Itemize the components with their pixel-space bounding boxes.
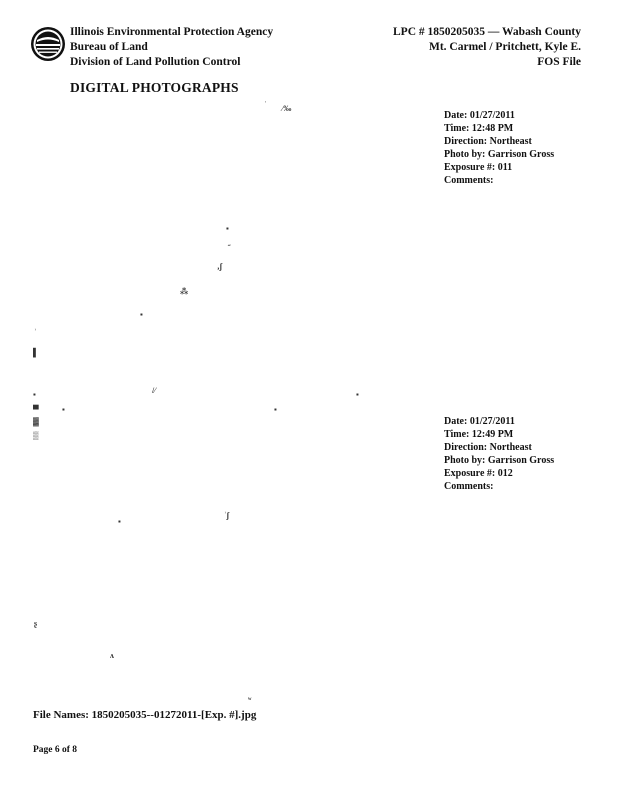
- page-title: DIGITAL PHOTOGRAPHS: [70, 80, 239, 95]
- scan-speck: /⁄: [152, 386, 156, 395]
- scan-speck: ⁂: [180, 287, 189, 296]
- scan-speck: ▪: [33, 390, 36, 399]
- photo-2: [32, 405, 412, 704]
- photo-direction: Direction: Northeast: [444, 442, 532, 453]
- photo-comments: Comments:: [444, 175, 494, 186]
- scan-speck: ▪: [226, 224, 229, 233]
- photo-exposure: Exposure #: 012: [444, 468, 513, 479]
- scan-speck: ‚ʃ: [217, 262, 223, 271]
- scan-speck: ▪: [62, 405, 65, 414]
- scan-speck: ▪: [356, 390, 359, 399]
- file-names: File Names: 1850205035--01272011-[Exp. #].jpg: [33, 709, 257, 721]
- photo-1: [32, 100, 412, 399]
- page-number: Page 6 of 8: [33, 745, 78, 755]
- photo-photographer: Photo by: Garrison Gross: [444, 149, 555, 160]
- lpc-number: LPC # 1850205035 — Wabash County: [393, 26, 581, 38]
- scan-speck: ▀: [33, 405, 39, 414]
- site-header: [393, 25, 581, 70]
- agency-seal-logo: [30, 26, 66, 62]
- scan-speck: ˈ: [264, 100, 267, 109]
- photo-2-details: [444, 415, 554, 493]
- scan-speck: ▓: [33, 417, 39, 426]
- photo-direction: Direction: Northeast: [444, 136, 532, 147]
- scan-speck: ʌ: [110, 651, 114, 660]
- scan-speck: ʂ: [34, 619, 38, 628]
- photo-photographer: Photo by: Garrison Gross: [444, 455, 555, 466]
- scan-speck: ʾʃ: [224, 511, 230, 520]
- scan-speck: ▌: [33, 348, 39, 357]
- photo-date: Date: 01/27/2011: [444, 110, 515, 121]
- scan-speck: ʷ: [248, 695, 252, 704]
- scan-speck: ˒: [34, 324, 37, 333]
- scan-speck: ⁄‰: [282, 104, 292, 113]
- photo-time: Time: 12:48 PM: [444, 123, 514, 134]
- file-type: FOS File: [537, 56, 581, 68]
- scan-speck: ▪: [140, 310, 143, 319]
- site-name: Mt. Carmel / Pritchett, Kyle E.: [429, 41, 581, 53]
- photo-comments: Comments:: [444, 481, 494, 492]
- scan-speck: ▪: [274, 405, 277, 414]
- scan-speck: ▒: [33, 431, 39, 440]
- photo-1-details: [444, 109, 554, 187]
- agency-header: [70, 25, 273, 70]
- scan-speck: ▪: [118, 517, 121, 526]
- bureau-name: Bureau of Land: [70, 41, 148, 53]
- scan-speck: ˶: [228, 240, 231, 249]
- photo-exposure: Exposure #: 011: [444, 162, 513, 173]
- photo-date: Date: 01/27/2011: [444, 416, 515, 427]
- division-name: Division of Land Pollution Control: [70, 56, 241, 68]
- agency-name: Illinois Environmental Protection Agency: [70, 26, 274, 38]
- photo-time: Time: 12:49 PM: [444, 429, 514, 440]
